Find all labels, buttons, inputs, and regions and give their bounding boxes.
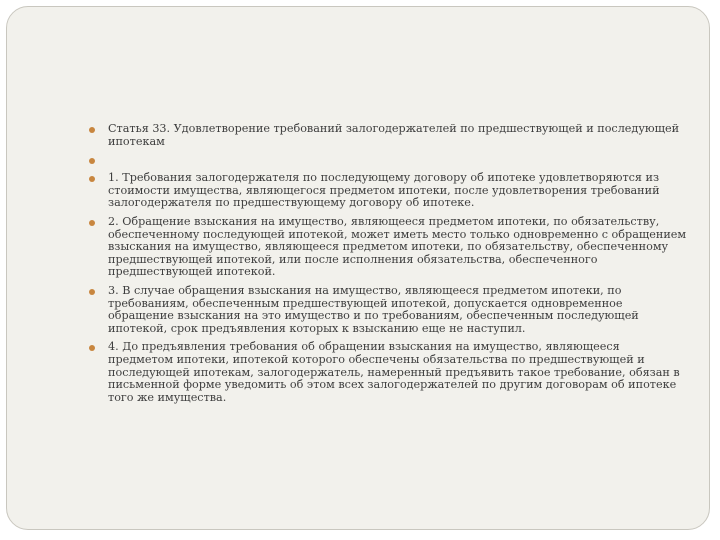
- paragraph-3: 3. В случае обращения взыскания на имущество, являющееся предметом ипотеки, по требованиям, обеспеченным предшествующей ипотекой, допускается одновременное обращение взыскания на это имущество и по требованиям, обеспеченным последующей ипотекой, срок предъявления которых к взысканию еще не наступил.: [108, 283, 639, 335]
- bullet-dot-icon: [89, 345, 95, 351]
- bullet-dot-icon: [89, 158, 95, 164]
- bullet-dot-icon: [89, 220, 95, 226]
- list-item: [87, 216, 687, 279]
- bullet-dot-icon: [89, 176, 95, 182]
- list-item: [87, 341, 687, 404]
- paragraph-2: 2. Обращение взыскания на имущество, являющееся предметом ипотеки, по обязательству, обеспеченному последующей ипотекой, может иметь место только одновременно с обращением взыскания на имущество, являющееся предметом ипотеки, по обязательству, обеспеченному предшествующей ипотекой, или после исполнения обязательства, обеспеченного предшествующей ипотекой.: [108, 214, 687, 279]
- slide-panel: [6, 6, 710, 530]
- bullet-dot-icon: [89, 289, 95, 295]
- list-item: [87, 123, 687, 148]
- paragraph-1: 1. Требования залогодержателя по последующему договору об ипотеке удовлетворяются из стоимости имущества, являющегося предметом ипотеки, после удовлетворения требований залогодержателя по предшествующему договору об ипотеке.: [108, 171, 660, 210]
- list-item: [87, 172, 687, 210]
- list-item: [87, 154, 687, 166]
- paragraph-4: 4. До предъявления требования об обращении взыскания на имущество, являющееся предметом ипотеки, ипотекой которого обеспечены обязательства по предшествующей и последующей ипотекам, залогодержатель, намеренный предъявить такое требование, обязан в письменной форме уведомить об этом всех залогодержателей по другим договорам об ипотеке того же имущества.: [108, 340, 680, 404]
- list-item: [87, 285, 687, 335]
- bullet-list: [87, 123, 687, 410]
- bullet-dot-icon: [89, 127, 95, 133]
- article-heading: Статья 33. Удовлетворение требований залогодержателей по предшествующей и последующей ипотекам: [108, 122, 680, 148]
